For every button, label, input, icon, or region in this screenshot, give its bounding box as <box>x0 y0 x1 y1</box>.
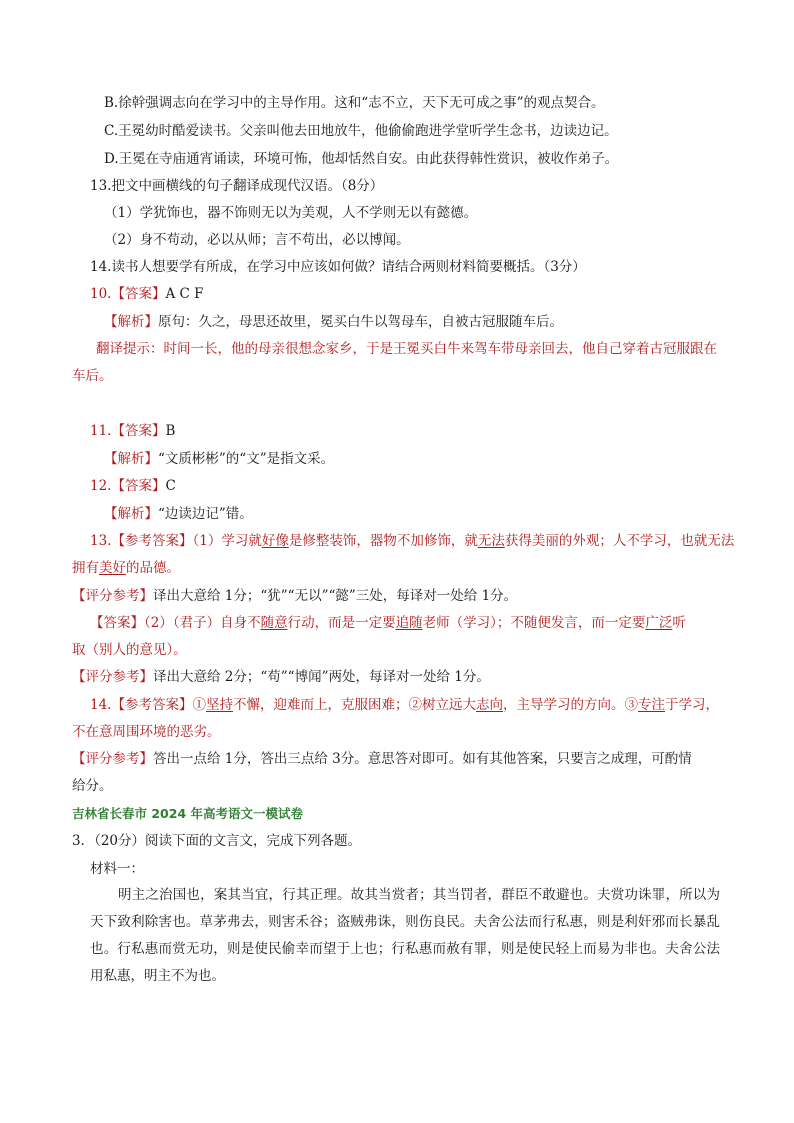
scoring-text: 译出大意给 1分；“犹”“无以”“懿”三处，每译对一处给 1分。 <box>153 588 518 604</box>
answer-14-scoring-line-1 <box>72 750 794 768</box>
underlined-word: 专注 <box>637 697 665 713</box>
underlined-word: 追随 <box>395 615 423 631</box>
material-1-passage <box>90 882 720 990</box>
option-b: B.徐幹强调志向在学习中的主导作用。这和“志不立，天下无可成之事”的观点契合。 <box>104 95 605 111</box>
explanation-text: 原句：久之，母思还故里，冕买白牛以驾母车，自被古冠服随车后。 <box>158 314 563 330</box>
option-d: D.王冕在寺庙通宵诵读，环境可怖，他却恬然自安。由此获得韩性赏识，被收作弟子。 <box>104 151 619 167</box>
answer-13-part-2-line-2: 取（别人的意见）。 <box>72 642 187 658</box>
answer-12-explanation <box>104 505 794 523</box>
question-3: 3．（20分）阅读下面的文言文，完成下列各题。 <box>72 833 362 849</box>
explanation-tag: 【解析】 <box>104 314 158 330</box>
underlined-word: 无法 <box>477 533 505 549</box>
answer-13-line-1 <box>90 532 794 550</box>
underlined-word: 好像 <box>261 533 289 549</box>
question-13-sentence-2: （2）身不苟动，必以从师；言不苟出，必以博闻。 <box>104 232 410 248</box>
underlined-word: 坚持 <box>205 697 233 713</box>
explanation-text: “文质彬彬”的“文”是指文采。 <box>158 451 335 467</box>
underlined-word: 美好 <box>99 560 126 576</box>
question-14: 14.读书人想要学有所成，在学习中应该如何做？请结合两则材料简要概括。（3分） <box>90 259 586 275</box>
answer-14-tag: 14.【参考答案】 <box>90 697 193 713</box>
option-c: C.王冕幼时酷爱读书。父亲叫他去田地放牛，他偷偷跑进学堂听学生念书，边读边记。 <box>104 123 618 139</box>
scoring-tag: 【评分参考】 <box>72 588 153 604</box>
answer-10-tag: 10.【答案】 <box>90 286 166 302</box>
underlined-word: 志向 <box>475 697 503 713</box>
answer-14-scoring-line-2: 给分。 <box>72 778 113 794</box>
explanation-tag: 【解析】 <box>104 451 158 467</box>
question-13: 13.把文中画横线的句子翻译成现代汉语。（8分） <box>90 178 384 194</box>
answer-11-explanation <box>104 450 794 468</box>
answer-14-line-1 <box>90 696 794 714</box>
answer-13-line-2: 拥有美好的品德。 <box>72 560 180 576</box>
answer-14-text: ①坚持不懈，迎难而上，克服困难；②树立远大志向，主导学习的方向。③专注于学习， <box>192 697 719 713</box>
answer-13-tag: 13.【参考答案】 <box>90 533 193 549</box>
underlined-word: 随意 <box>260 615 288 631</box>
answer-11 <box>90 422 794 440</box>
answer-12 <box>90 477 794 495</box>
answer-11-tag: 11.【答案】 <box>90 423 166 439</box>
scoring-tag: 【评分参考】 <box>72 669 153 685</box>
answer-13-part-2-line-1 <box>90 614 794 632</box>
question-13-sentence-1: （1）学犹饰也，器不饰则无以为美观，人不学则无以有懿德。 <box>104 205 478 221</box>
answer-13-part-2-text: （2）（君子）自身不随意行动，而是一定要追随老师（学习）；不随便发言，而一定要广泛听 <box>144 615 686 631</box>
explanation-tag: 【解析】 <box>104 506 158 522</box>
explanation-text: “边读边记”错。 <box>158 506 253 522</box>
answer-10-translation-line-1: 翻译提示：时间一长，他的母亲很想念家乡，于是王冕买白牛来驾车带母亲回去，他自己穿着古冠服跟在 <box>96 341 717 357</box>
answer-tag: 【答案】 <box>90 615 144 631</box>
scoring-tag: 【评分参考】 <box>72 751 153 767</box>
answer-10-value: A C F <box>165 286 204 302</box>
scoring-text: 译出大意给 2分；“苟”“博闻”两处，每译对一处给 1分。 <box>153 669 490 685</box>
answer-10 <box>90 285 794 303</box>
scoring-text: 答出一点给 1分，答出三点给 3分。意思答对即可。如有其他答案，只要言之成理，可酌情 <box>153 751 692 767</box>
answer-14-line-2: 不在意周围环境的恶劣。 <box>72 724 221 740</box>
answer-10-translation-line-2: 车后。 <box>72 368 113 384</box>
answer-13-scoring-1 <box>72 587 794 605</box>
answer-12-tag: 12.【答案】 <box>90 478 166 494</box>
answer-13-text: （1）学习就好像是修整装饰，器物不加修饰，就无法获得美丽的外观；人不学习，也就无法 <box>192 533 735 549</box>
underlined-word: 广泛 <box>645 615 673 631</box>
answer-12-value: C <box>165 478 176 494</box>
answer-10-explanation <box>104 313 794 331</box>
material-1-label: 材料一： <box>90 861 144 877</box>
section-title: 吉林省长春市 2024 年高考语文一模试卷 <box>72 806 303 821</box>
passage-text: 明主之治国也，案其当宜，行其正理。故其当赏者；其当罚者，群臣不敢避也。夫赏功诛罪，所以为天下致利除害也。草茅弗去，则害禾谷；盗贼弗诛，则伤良民。夫舍公法而行私惠，则是利奸邪而长暴乱也。行私惠而赏无功，则是使民偷幸而望于上也；行私惠而赦有罪，则是使民轻上而易为非也。夫舍公法用私惠，明主不为也。 <box>90 887 720 984</box>
answer-11-value: B <box>165 423 176 439</box>
answer-13-scoring-2 <box>72 668 794 686</box>
